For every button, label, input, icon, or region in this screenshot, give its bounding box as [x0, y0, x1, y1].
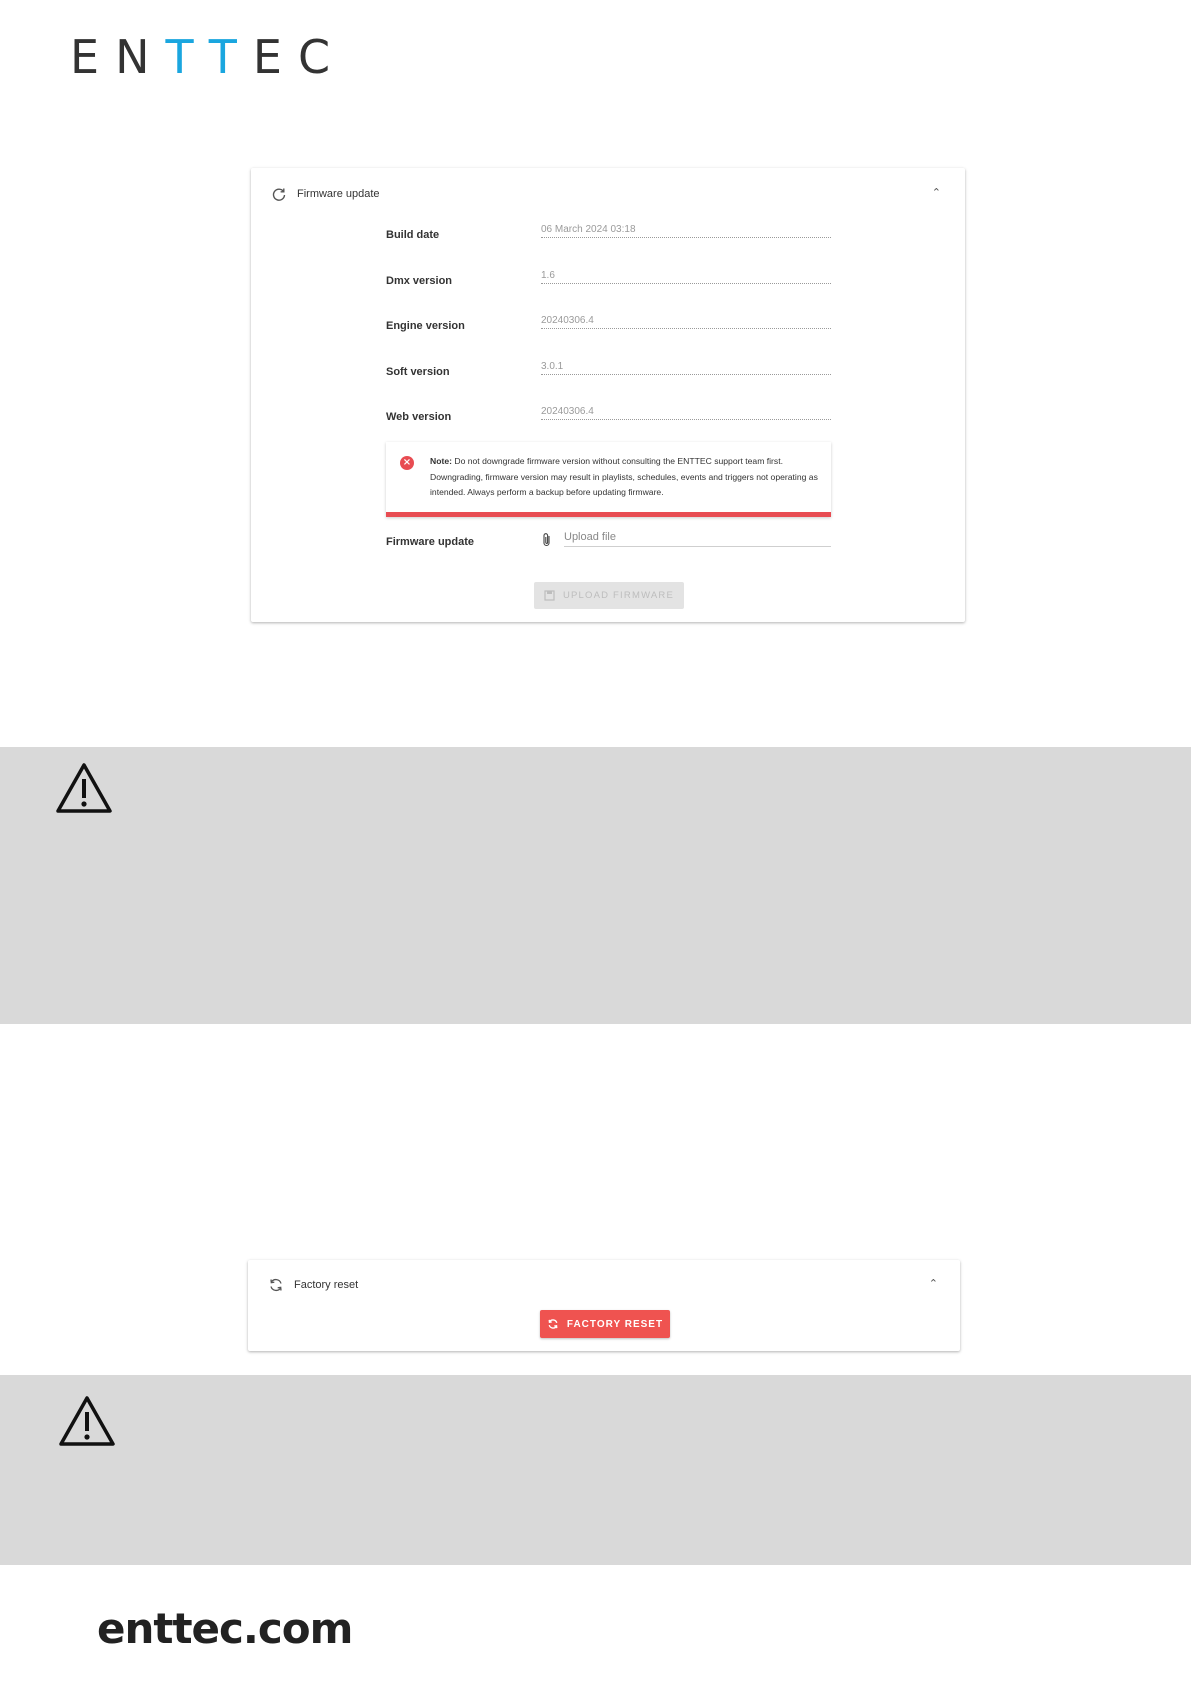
logo-letter: T — [208, 30, 253, 84]
paperclip-icon[interactable] — [541, 532, 553, 548]
build-date-value: 06 March 2024 03:18 — [541, 224, 831, 238]
warning-triangle-icon — [57, 1394, 117, 1450]
error-icon: × — [400, 456, 414, 470]
factory-reset-card — [248, 1260, 960, 1351]
save-icon — [544, 590, 555, 601]
downgrade-warning-note — [386, 442, 831, 517]
note-body: Do not downgrade firmware version without consulting the ENTTEC support team first. Downgrading, firmware version may result in playlists, schedules, events and triggers not operating as intended. Always perform a backup before updating firmware. — [430, 456, 818, 497]
firmware-update-header[interactable] — [251, 184, 965, 204]
warning-band — [0, 747, 1191, 1024]
firmware-update-label: Firmware update — [386, 536, 475, 548]
factory-reset-header[interactable] — [248, 1275, 960, 1295]
upload-firmware-label: UPLOAD FIRMWARE — [562, 590, 675, 601]
soft-version-value: 3.0.1 — [541, 361, 831, 375]
card-title: Firmware update — [297, 188, 380, 200]
engine-version-value: 20240306.4 — [541, 315, 831, 329]
firmware-update-card — [251, 168, 965, 622]
soft-version-label: Soft version — [386, 366, 450, 378]
web-version-value: 20240306.4 — [541, 406, 831, 420]
warning-band — [0, 1375, 1191, 1565]
web-version-label: Web version — [386, 411, 452, 423]
logo-letter: E — [252, 30, 298, 84]
chevron-up-icon[interactable]: ⌃ — [931, 187, 941, 199]
note-text — [430, 454, 820, 501]
card-title: Factory reset — [294, 1279, 359, 1291]
enttec-logo — [70, 30, 347, 84]
sync-icon — [547, 1318, 559, 1330]
refresh-icon — [271, 186, 287, 202]
logo-letter: N — [115, 30, 166, 84]
dmx-version-value: 1.6 — [541, 270, 831, 284]
logo-letter: T — [165, 30, 209, 84]
factory-reset-button[interactable] — [540, 1310, 670, 1338]
chevron-up-icon[interactable]: ⌃ — [928, 1278, 938, 1290]
dmx-version-label: Dmx version — [386, 275, 453, 287]
logo-letter: E — [70, 30, 116, 84]
engine-version-label: Engine version — [386, 320, 465, 332]
upload-file-input[interactable]: Upload file — [564, 531, 831, 547]
logo-letter: C — [297, 30, 347, 84]
upload-firmware-button[interactable] — [534, 582, 684, 609]
sync-icon — [268, 1277, 284, 1293]
warning-triangle-icon — [54, 761, 114, 817]
footer-url: enttec.com — [97, 1604, 353, 1653]
note-prefix: Note: — [430, 456, 452, 466]
factory-reset-label: FACTORY RESET — [566, 1318, 664, 1330]
build-date-label: Build date — [386, 229, 440, 241]
